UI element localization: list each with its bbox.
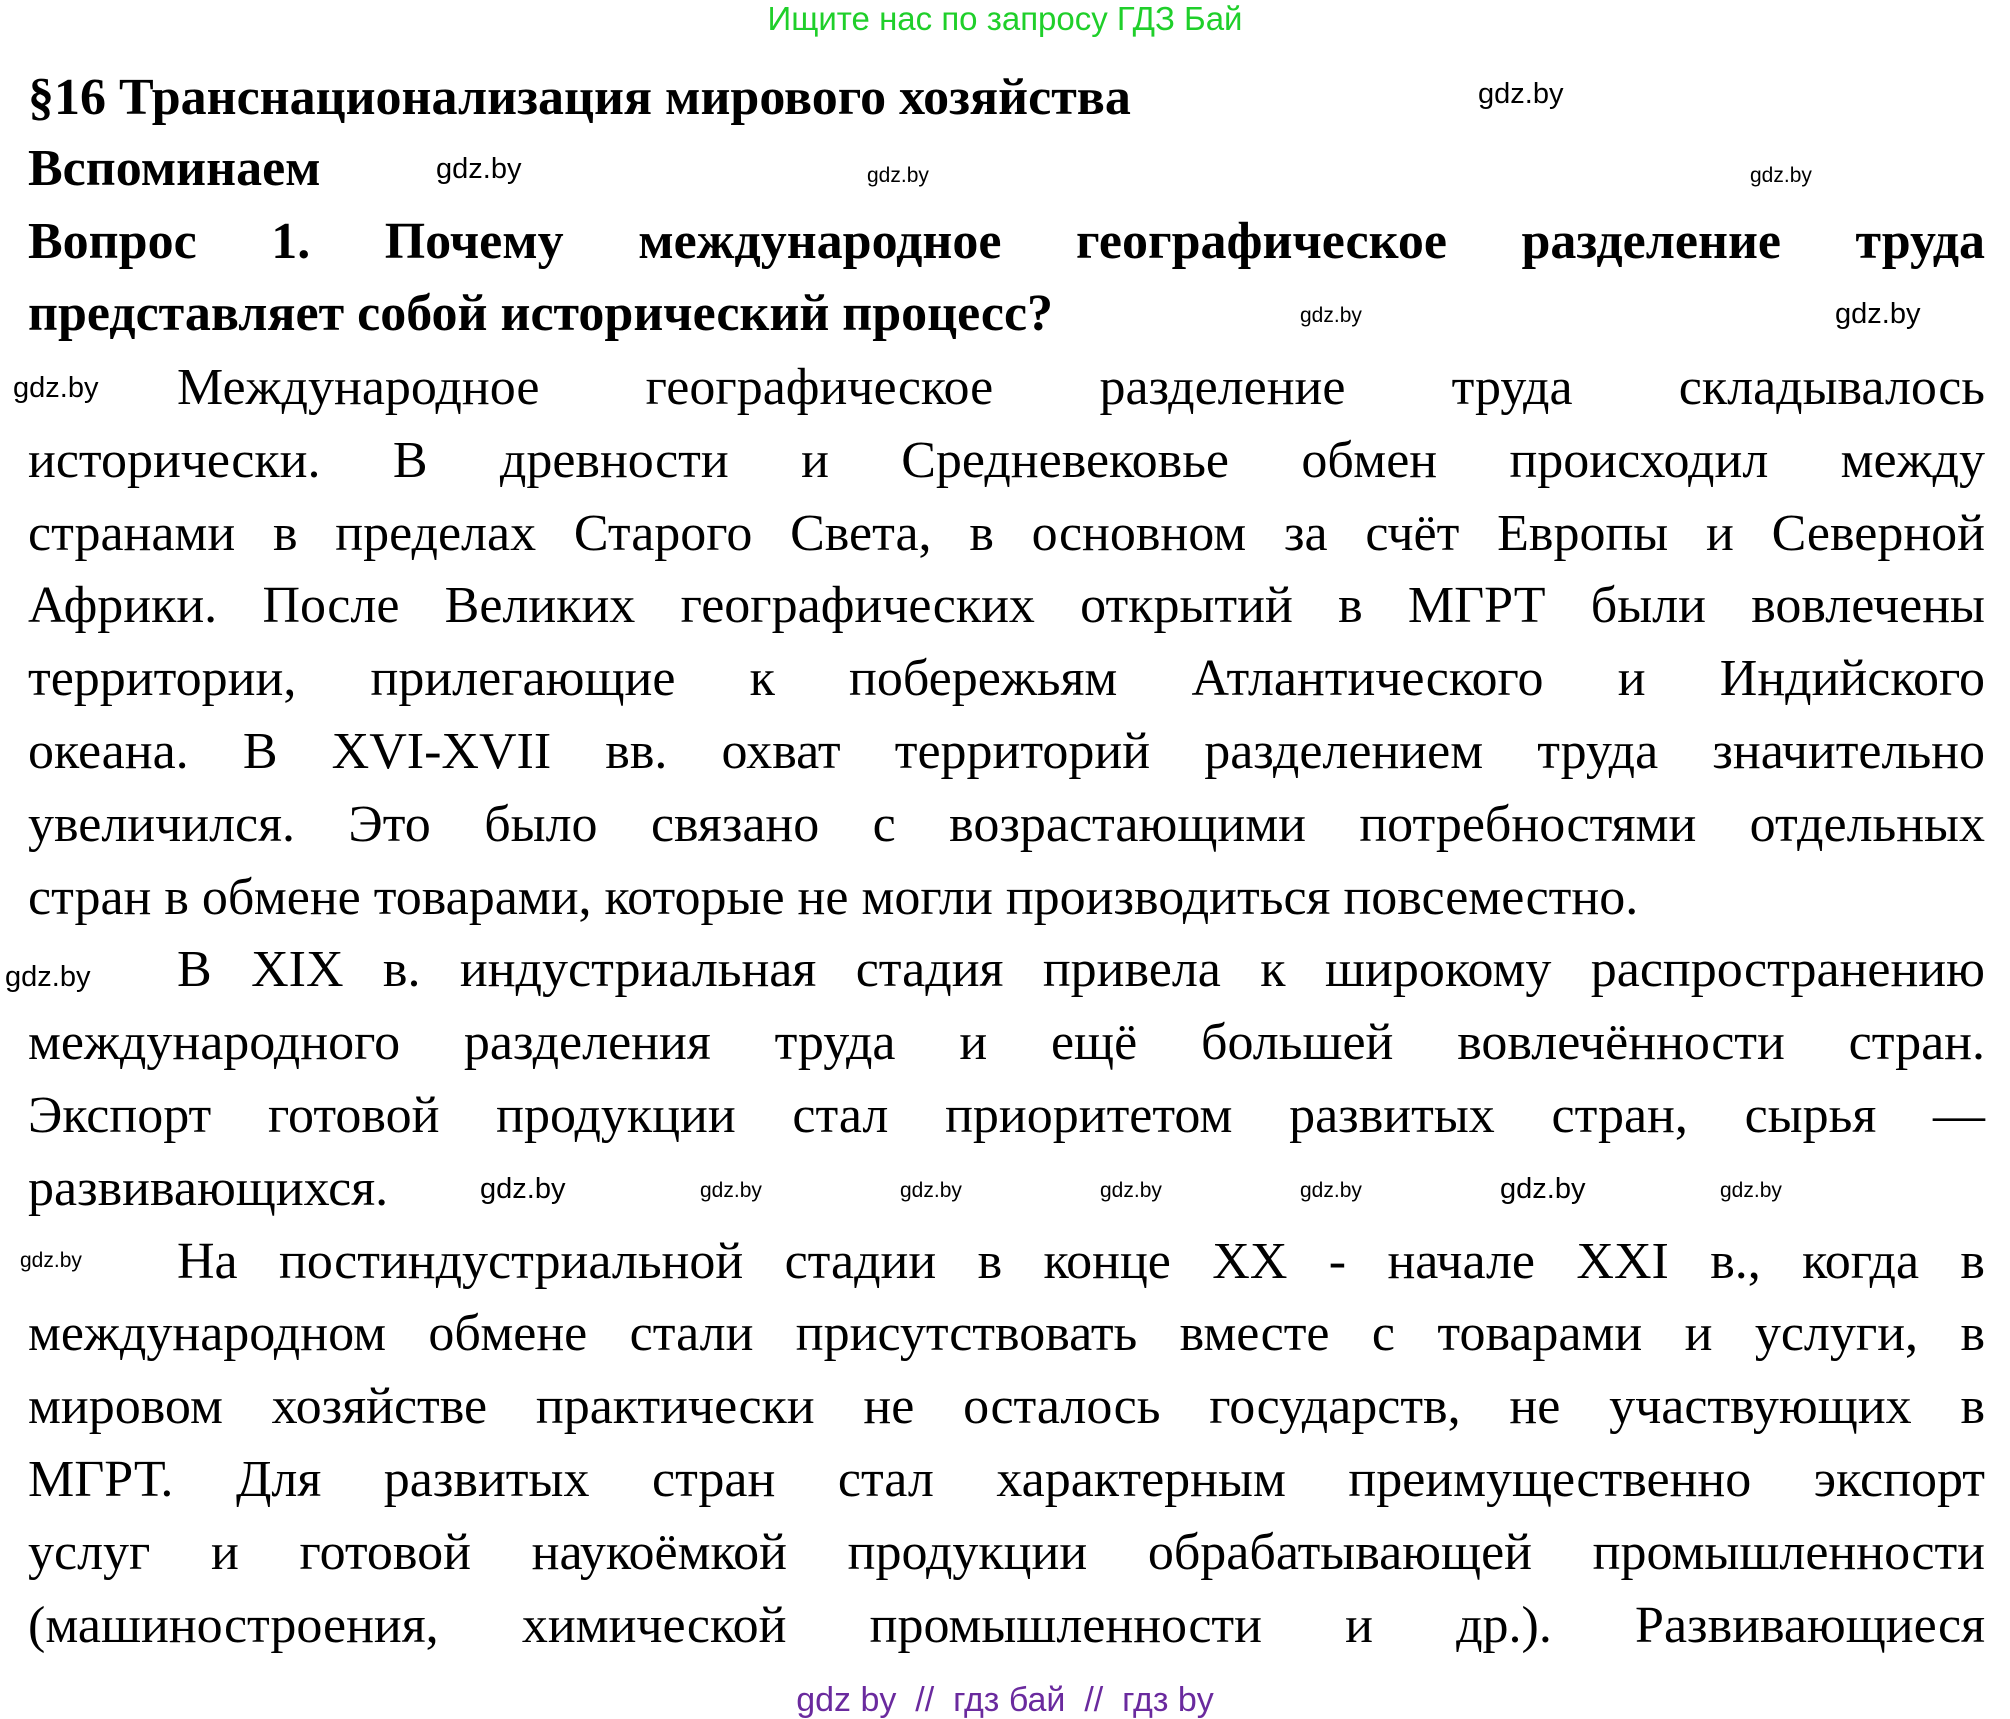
watermark-label: gdz.by xyxy=(1478,78,1564,110)
watermark-label: gdz.by xyxy=(480,1173,566,1205)
answer-line: исторически. В древности и Средневековье обмен происходил между xyxy=(28,431,1985,489)
answer-line: увеличился. Это было связано с возрастающими потребностями отдельных xyxy=(28,795,1985,853)
watermark-label: gdz.by xyxy=(1300,1179,1362,1202)
answer-line: международного разделения труда и ещё большей вовлечённости стран. xyxy=(28,1014,1985,1072)
watermark-label: gdz.by xyxy=(1500,1173,1586,1205)
page-title: §16 Транснационализация мирового хозяйства xyxy=(28,69,1131,126)
answer-line: стран в обмене товарами, которые не могли производиться повсеместно. xyxy=(28,868,1639,926)
watermark-label: gdz.by xyxy=(5,961,91,993)
watermark-label: gdz.by xyxy=(1835,298,1921,330)
answer-line: МГРТ. Для развитых стран стал характерным преимущественно экспорт xyxy=(28,1451,1985,1508)
watermark-label: gdz.by xyxy=(436,153,522,185)
watermark-label: gdz.by xyxy=(1720,1179,1782,1202)
watermark-label: gdz.by xyxy=(700,1179,762,1202)
answer-line: океана. В XVI-XVII вв. охват территорий разделением труда значительно xyxy=(28,723,1985,780)
answer-line: развивающихся. xyxy=(28,1159,389,1217)
answer-line: мировом хозяйстве практически не осталось государств, не участвующих в xyxy=(28,1378,1985,1436)
watermark-label: gdz.by xyxy=(1750,164,1812,187)
question-line: представляет собой исторический процесс? xyxy=(28,285,1054,342)
footer-watermark: gdz by // гдз бай // гдз by xyxy=(796,1681,1214,1719)
answer-line: В XIX в. индустриальная стадия привела к широкому распространению xyxy=(177,941,1985,999)
watermark-label: gdz.by xyxy=(1300,304,1362,327)
watermark-label: gdz.by xyxy=(900,1179,962,1202)
answer-line: услуг и готовой наукоёмкой продукции обрабатывающей промышленности xyxy=(28,1523,1985,1581)
section-heading: Вспоминаем xyxy=(28,140,321,197)
answer-line: территории, прилегающие к побережьям Атлантического и Индийского xyxy=(28,650,1985,708)
answer-line: Экспорт готовой продукции стал приоритетом развитых стран, сырья — xyxy=(28,1087,1985,1144)
watermark-label: gdz.by xyxy=(20,1249,82,1272)
answer-line: На постиндустриальной стадии в конце XX - начале XXI в., когда в xyxy=(177,1232,1985,1290)
answer-line: странами в пределах Старого Света, в основном за счёт Европы и Северной xyxy=(28,504,1985,562)
answer-line: международном обмене стали присутствовать вместе с товарами и услуги, в xyxy=(28,1305,1985,1363)
answer-line: Международное географическое разделение труда складывалось xyxy=(177,359,1985,416)
watermark-label: gdz.by xyxy=(867,164,929,187)
answer-line: Африки. После Великих географических открытий в МГРТ были вовлечены xyxy=(28,577,1985,635)
watermark-label: gdz.by xyxy=(13,372,99,404)
search-banner: Ищите нас по запросу ГДЗ Бай xyxy=(767,0,1243,37)
answer-line: (машиностроения, химической промышленности и др.). Развивающиеся xyxy=(28,1596,1985,1654)
question-line: Вопрос 1. Почему международное географическое разделение труда xyxy=(28,213,1985,270)
watermark-label: gdz.by xyxy=(1100,1179,1162,1202)
